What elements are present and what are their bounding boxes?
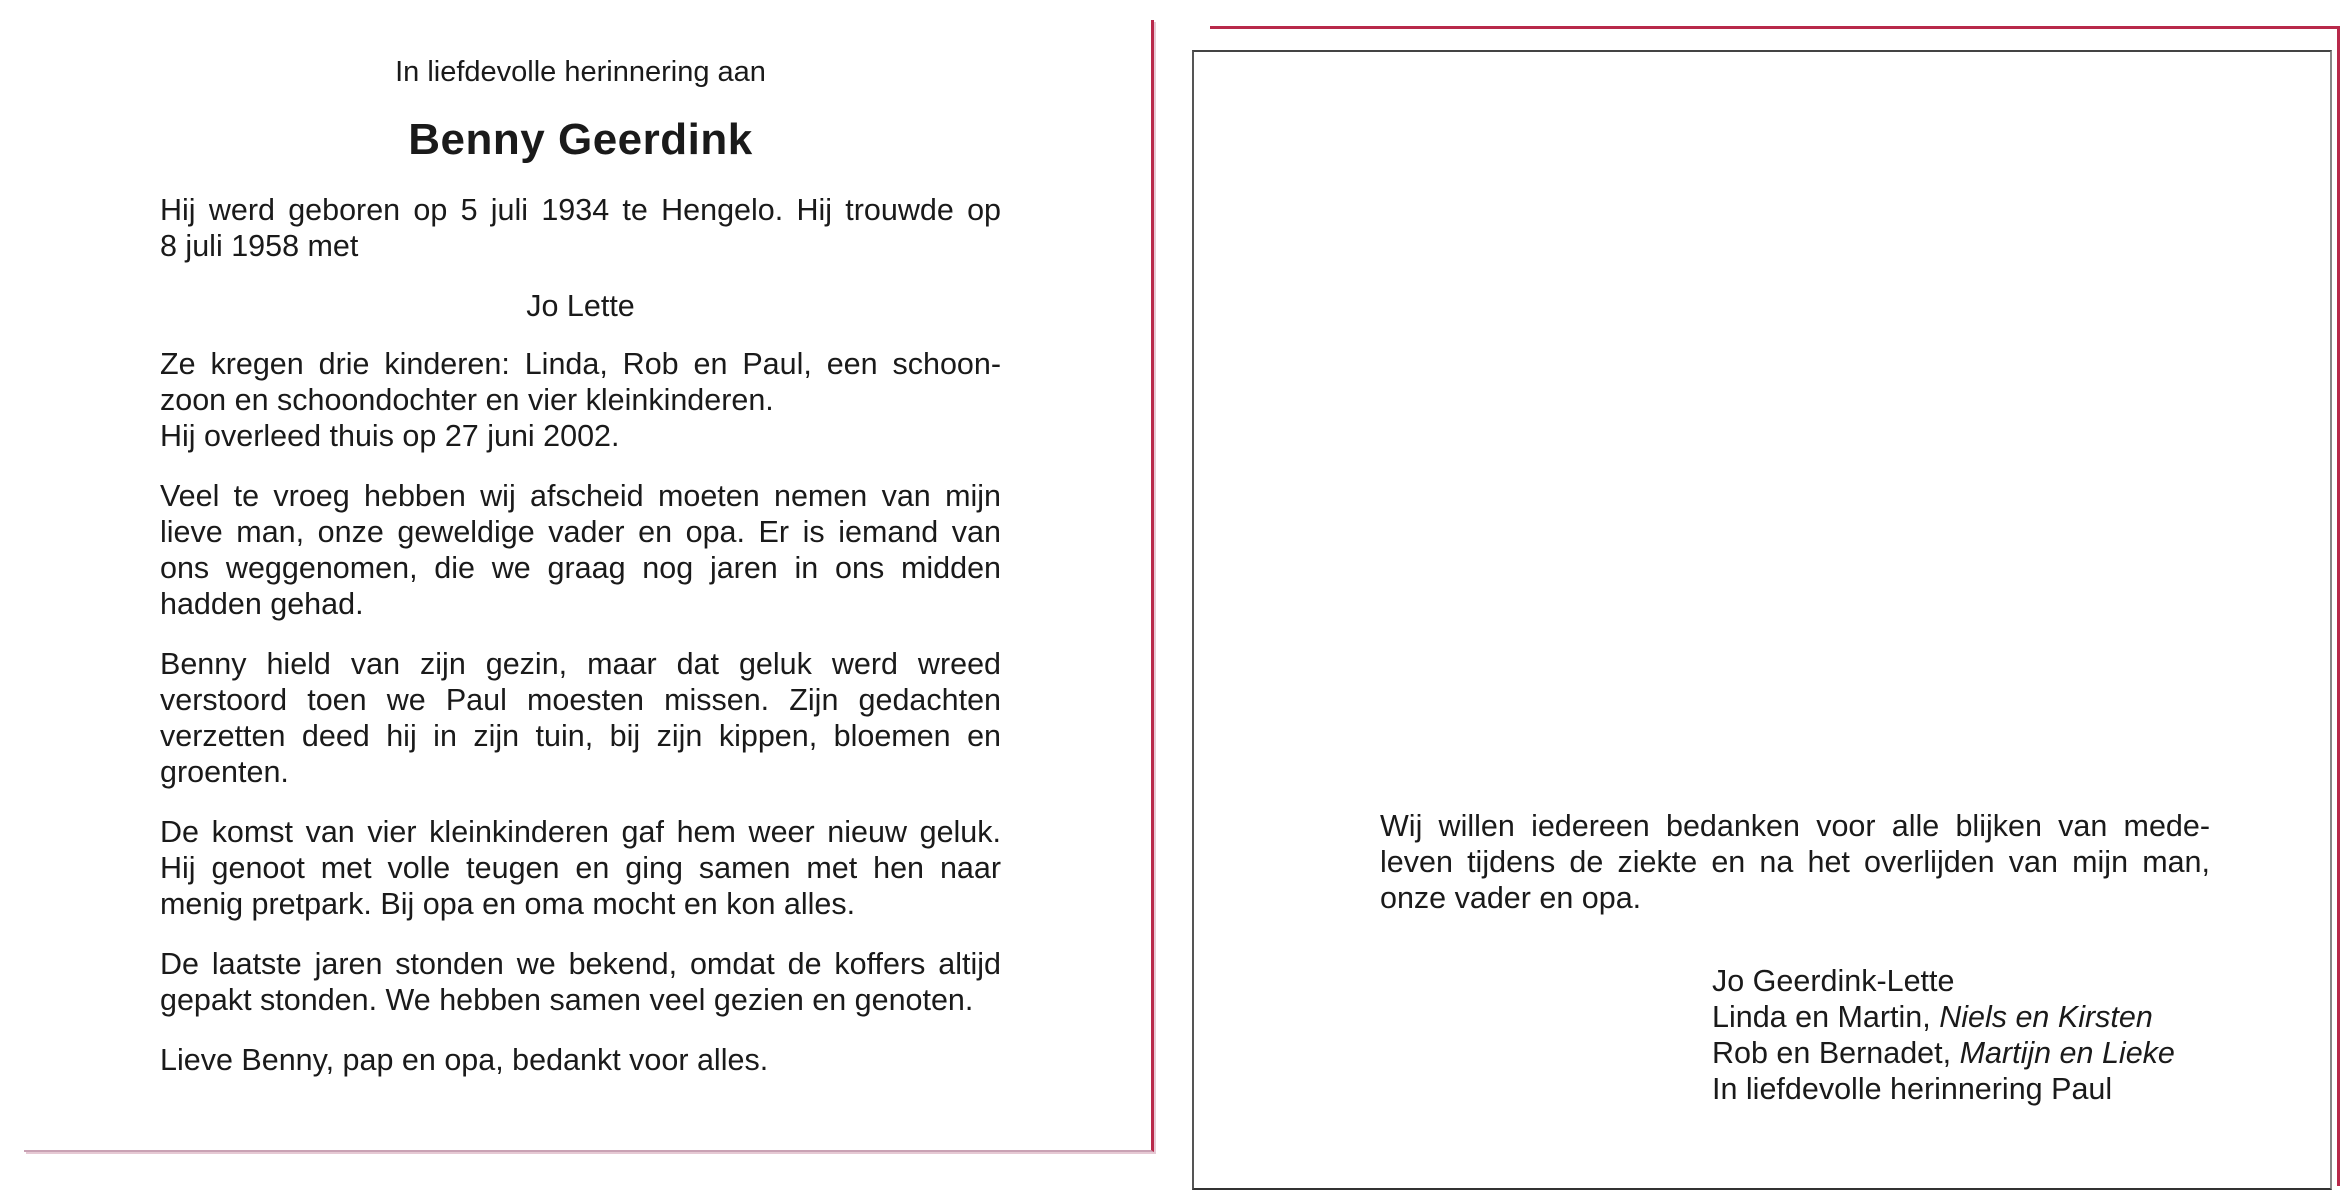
text-line: verstoord toen we Paul moesten missen. Zijn gedachten [160, 683, 1001, 717]
text-line: menig pretpark. Bij opa en oma mocht en kon alles. [160, 887, 856, 921]
family-paragraph [160, 646, 1001, 790]
left-page-text [160, 54, 1001, 1102]
signature-children: Niels en Kirsten [1939, 1000, 2153, 1034]
text-line: De komst van vier kleinkinderen gaf hem weer nieuw geluk. [160, 815, 1001, 849]
deceased-name: Benny Geerdink [408, 115, 753, 164]
text-line: onze vader en opa. [1380, 881, 1642, 915]
closing-line: Lieve Benny, pap en opa, bedankt voor alles. [160, 1043, 769, 1077]
text-line: Hij werd geboren op 5 juli 1934 te Hengelo. Hij trouwde op [160, 193, 1001, 227]
signature-list [1712, 963, 2175, 1107]
spouse-name: Jo Lette [526, 289, 635, 323]
text-line: Hij overleed thuis op 27 juni 2002. [160, 419, 620, 453]
birth-paragraph [160, 192, 1001, 264]
text-line: De laatste jaren stonden we bekend, omdat de koffers altijd [160, 947, 1001, 981]
signature-line [1712, 1035, 2175, 1071]
text-line: leven tijdens de ziekte en na het overlijden van mijn man, [1380, 845, 2210, 879]
children-paragraph [160, 346, 1001, 454]
farewell-paragraph [160, 478, 1001, 622]
signature-line [1712, 963, 2175, 999]
signature-children: Martijn en Lieke [1959, 1036, 2175, 1070]
signature-name: Jo Geerdink-Lette [1712, 964, 1955, 998]
text-line: Hij genoot met volle teugen en ging samen met hen naar [160, 851, 1001, 885]
signature-name: In liefdevolle herinnering Paul [1712, 1072, 2113, 1106]
thanks-paragraph [1380, 808, 2210, 916]
text-line: verzetten deed hij in zijn tuin, bij zijn kippen, bloemen en [160, 719, 1001, 753]
text-line: lieve man, onze geweldige vader en opa. Er is iemand van [160, 515, 1001, 549]
text-line: 8 juli 1958 met [160, 229, 359, 263]
travel-paragraph [160, 946, 1001, 1018]
text-line: Veel te vroeg hebben wij afscheid moeten nemen van mijn [160, 479, 1001, 513]
text-line: Ze kregen drie kinderen: Linda, Rob en Paul, een schoon- [160, 347, 1001, 381]
signature-line [1712, 1071, 2175, 1107]
text-line: hadden gehad. [160, 587, 364, 621]
grandchildren-paragraph [160, 814, 1001, 922]
signature-line [1712, 999, 2175, 1035]
text-line: zoon en schoondochter en vier kleinkinderen. [160, 383, 774, 417]
text-line: Benny hield van zijn gezin, maar dat geluk werd wreed [160, 647, 1001, 681]
text-line: Wij willen iedereen bedanken voor alle blijken van mede- [1380, 809, 2210, 843]
text-line: ons weggenomen, die we graag nog jaren in ons midden [160, 551, 1001, 585]
text-line: groenten. [160, 755, 289, 789]
intro-line: In liefdevolle herinnering aan [395, 56, 766, 88]
signature-name: Rob en Bernadet, [1712, 1036, 1960, 1070]
text-line: gepakt stonden. We hebben samen veel gezien en genoten. [160, 983, 974, 1017]
signature-name: Linda en Martin, [1712, 1000, 1940, 1034]
